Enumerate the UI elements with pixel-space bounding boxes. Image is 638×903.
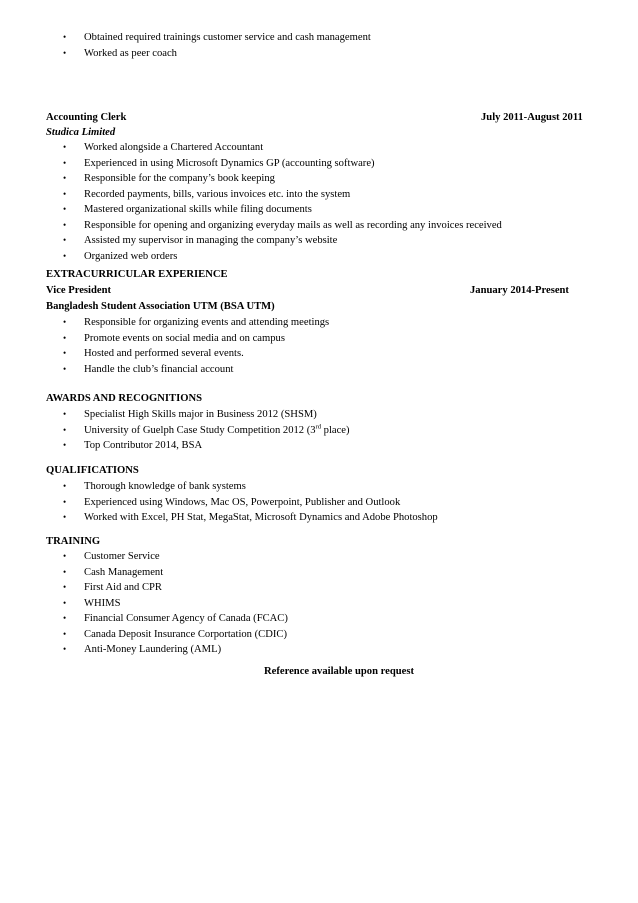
list-item: • Handle the club’s financial account bbox=[0, 362, 638, 378]
role-title: Vice President bbox=[46, 285, 112, 296]
job-bullet-list bbox=[0, 140, 638, 264]
top-section bbox=[0, 30, 638, 61]
bullet-icon: • bbox=[63, 424, 67, 435]
job-header bbox=[0, 110, 638, 126]
section-heading-awards: AWARDS AND RECOGNITIONS bbox=[46, 393, 202, 404]
bullet-icon: • bbox=[63, 440, 67, 450]
bullet-icon: • bbox=[63, 363, 67, 374]
list-item: • WHIMS bbox=[0, 596, 638, 612]
extracurricular-section bbox=[0, 267, 638, 377]
role-header bbox=[0, 283, 638, 299]
bullet-icon: • bbox=[63, 512, 67, 522]
awards-section bbox=[0, 391, 638, 454]
bullet-icon: • bbox=[63, 47, 67, 58]
list-item: • Specialist High Skills major in Business 2012 (SHSM) bbox=[0, 407, 638, 423]
list-item: • Mastered organizational skills while filing documents bbox=[0, 202, 638, 218]
reference-note: Reference available upon request bbox=[264, 666, 414, 677]
list-item: • Assisted my supervisor in managing the company’s website bbox=[0, 233, 638, 249]
bullet-icon: • bbox=[63, 32, 67, 42]
bullet-icon: • bbox=[63, 496, 67, 507]
bullet-icon: • bbox=[63, 317, 67, 327]
bullet-icon: • bbox=[63, 481, 67, 491]
job-dates: July 2011-August 2011 bbox=[481, 112, 583, 123]
list-item: • Obtained required trainings customer service and cash management bbox=[0, 30, 638, 46]
training-section bbox=[0, 534, 638, 658]
bullet-icon: • bbox=[63, 219, 67, 230]
bullet-icon: • bbox=[63, 173, 67, 183]
bullet-icon: • bbox=[63, 332, 67, 343]
bullet-icon: • bbox=[63, 613, 67, 623]
list-item: • Experienced in using Microsoft Dynamics GP (accounting software) bbox=[0, 156, 638, 172]
training-bullet-list bbox=[0, 549, 638, 658]
list-item: • University of Guelph Case Study Competition 2012 (3rd place) bbox=[0, 423, 638, 439]
section-heading-qualifications: QUALIFICATIONS bbox=[46, 465, 139, 476]
list-item: • Worked with Excel, PH Stat, MegaStat, Microsoft Dynamics and Adobe Photoshop bbox=[0, 510, 638, 526]
bullet-icon: • bbox=[63, 348, 67, 358]
list-item: • Responsible for the company’s book keeping bbox=[0, 171, 638, 187]
top-bullet-list bbox=[0, 30, 638, 61]
bullet-icon: • bbox=[63, 188, 67, 199]
role-dates: January 2014-Present bbox=[470, 285, 569, 296]
job-company: Studica Limited bbox=[46, 127, 116, 138]
list-item: • Experienced using Windows, Mac OS, Powerpoint, Publisher and Outlook bbox=[0, 495, 638, 511]
list-item: • Worked alongside a Chartered Accountant bbox=[0, 140, 638, 156]
list-item: • Responsible for organizing events and attending meetings bbox=[0, 315, 638, 331]
bullet-icon: • bbox=[63, 582, 67, 592]
bullet-icon: • bbox=[63, 597, 67, 608]
list-item: • Promote events on social media and on campus bbox=[0, 331, 638, 347]
footer-section bbox=[0, 664, 638, 680]
list-item: • Thorough knowledge of bank systems bbox=[0, 479, 638, 495]
awards-bullet-list bbox=[0, 407, 638, 454]
list-item: • Customer Service bbox=[0, 549, 638, 565]
section-heading-extracurricular: EXTRACURRICULAR EXPERIENCE bbox=[46, 269, 228, 280]
list-item: • Financial Consumer Agency of Canada (FCAC) bbox=[0, 611, 638, 627]
list-item: • Anti-Money Laundering (AML) bbox=[0, 642, 638, 658]
list-item: • Worked as peer coach bbox=[0, 46, 638, 62]
list-item: • Cash Management bbox=[0, 565, 638, 581]
bullet-icon: • bbox=[63, 250, 67, 261]
bullet-icon: • bbox=[63, 551, 67, 561]
list-item: • Hosted and performed several events. bbox=[0, 346, 638, 362]
bullet-icon: • bbox=[63, 628, 67, 639]
job-title: Accounting Clerk bbox=[46, 112, 127, 123]
bullet-icon: • bbox=[63, 566, 67, 577]
bullet-icon: • bbox=[63, 204, 67, 214]
qualifications-section bbox=[0, 463, 638, 526]
section-heading-training: TRAINING bbox=[46, 536, 101, 547]
bullet-icon: • bbox=[63, 409, 67, 419]
extracurricular-bullet-list bbox=[0, 315, 638, 377]
list-item: • Responsible for opening and organizing everyday mails as well as recording any invoices received bbox=[0, 218, 638, 234]
list-item: • Recorded payments, bills, various invoices etc. into the system bbox=[0, 187, 638, 203]
bullet-icon: • bbox=[63, 644, 67, 654]
job-section bbox=[0, 110, 638, 264]
list-item: • First Aid and CPR bbox=[0, 580, 638, 596]
list-item: • Top Contributor 2014, BSA bbox=[0, 438, 638, 454]
list-item: • Organized web orders bbox=[0, 249, 638, 265]
bullet-icon: • bbox=[63, 142, 67, 152]
qualifications-bullet-list bbox=[0, 479, 638, 526]
bullet-icon: • bbox=[63, 157, 67, 168]
bullet-icon: • bbox=[63, 235, 67, 245]
list-item: • Canada Deposit Insurance Corportation (CDIC) bbox=[0, 627, 638, 643]
organization-name: Bangladesh Student Association UTM (BSA UTM) bbox=[46, 301, 275, 312]
